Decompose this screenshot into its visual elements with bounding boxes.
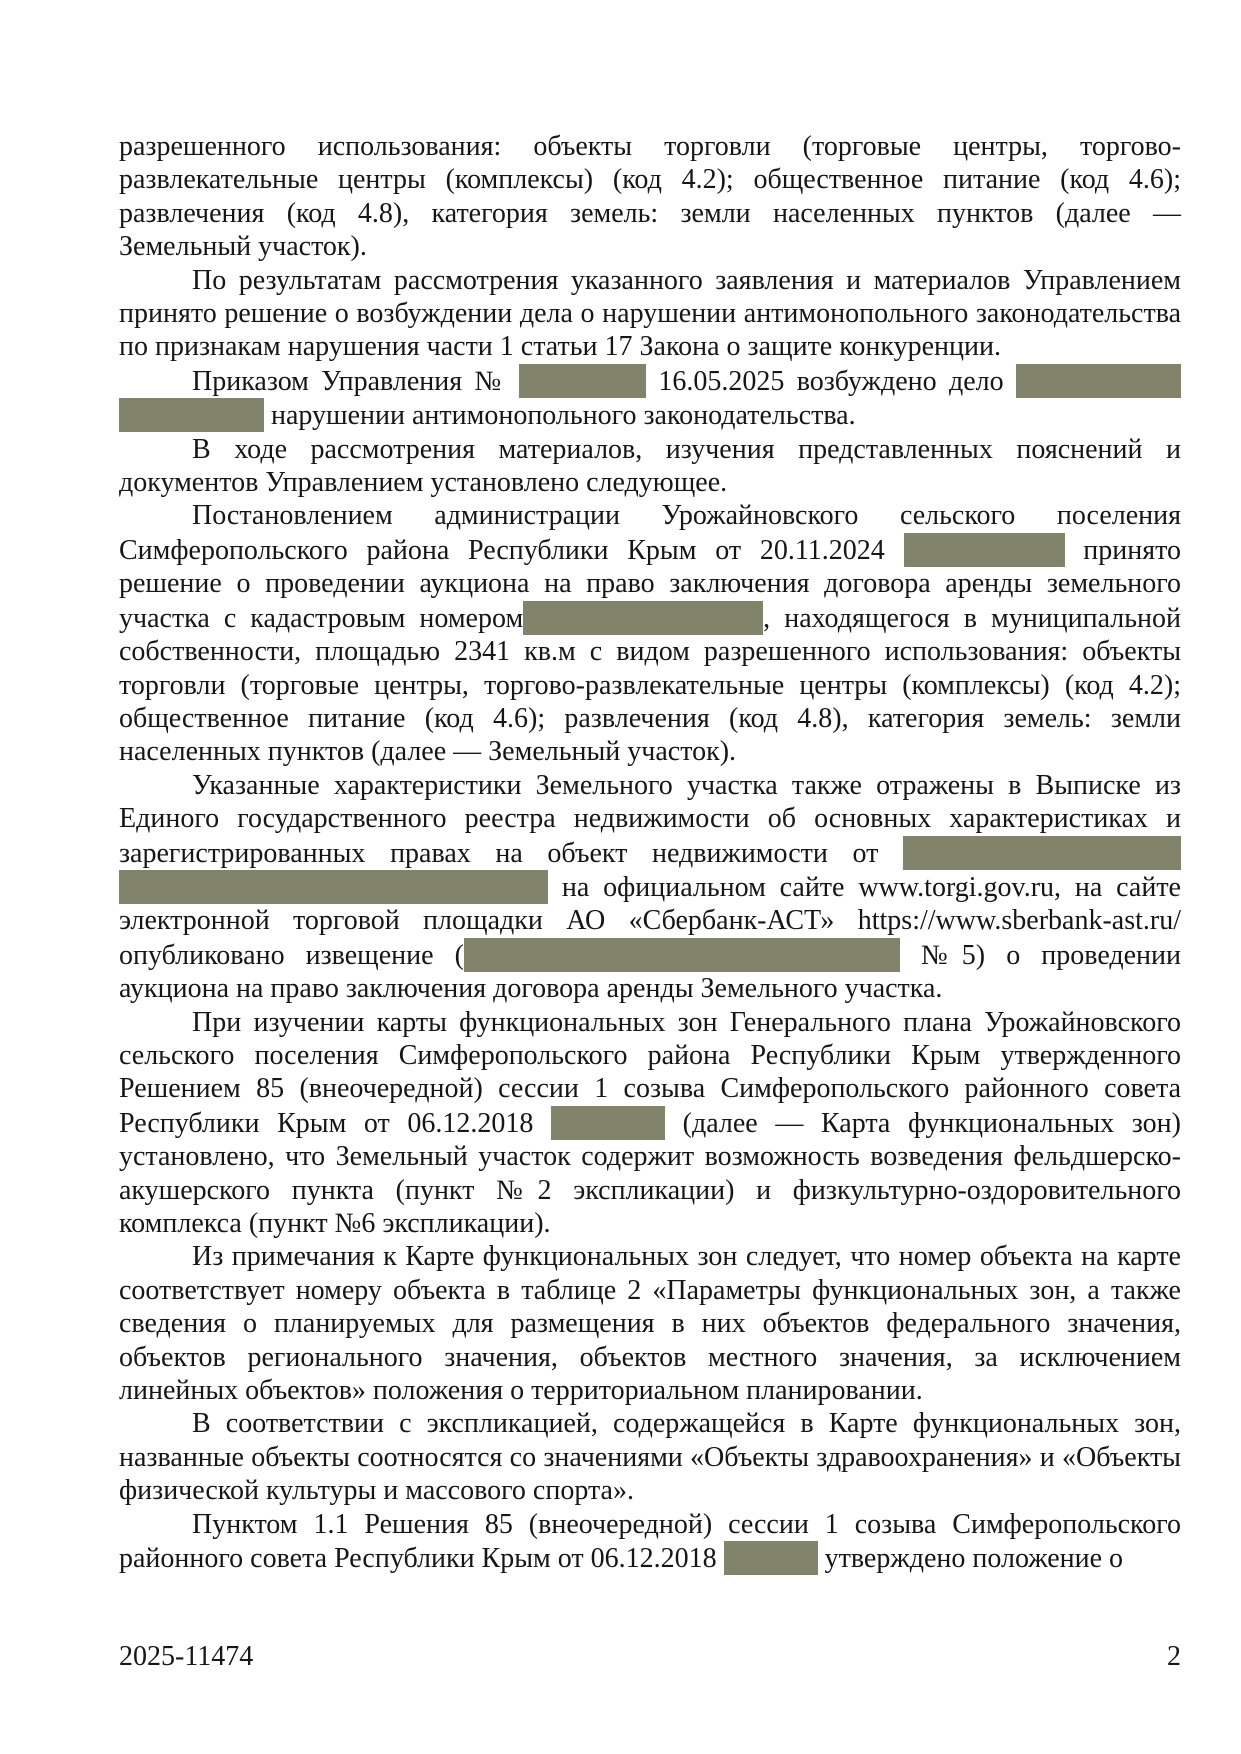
paragraph: Приказом Управления № 16.05.2025 возбуждено дело нарушении антимонопольного законодательства. [119, 364, 1181, 433]
paragraph: Пунктом 1.1 Решения 85 (внеочередной) сессии 1 созыва Симферопольского районного совета Республики Крым от 06.12.2018 утверждено положение о [119, 1508, 1181, 1575]
redaction-bar [523, 601, 763, 635]
paragraph: разрешенного использования: объекты торговли (торговые центры, торгово-развлекательные центры (комплексы) (код 4.2); общественное питание (код 4.6); развлечения (код 4.8), категория земель: земли населенных пунктов (далее — Земельный участок). [119, 131, 1181, 263]
paragraph: Из примечания к Карте функциональных зон следует, что номер объекта на карте соответствует номеру объекта в таблице 2 «Параметры функциональных зон, а также сведения о планируемых для размещения в них объектов федерального значения, объектов регионального значения, объектов местного значения, за исключением линейных объектов» положения о территориальном планировании. [119, 1241, 1181, 1407]
redaction-bar [551, 1106, 665, 1140]
redaction-bar [119, 398, 264, 432]
paragraph: По результатам рассмотрения указанного заявления и материалов Управлением принято решение о возбуждении дела о нарушении антимонопольного законодательства по признакам нарушения части 1 статьи 17 Закона о защите конкуренции. [119, 264, 1181, 363]
redaction-bar [464, 938, 900, 972]
redaction-bar [1016, 364, 1181, 398]
paragraph: Постановлением администрации Урожайновского сельского поселения Симферопольского района Республики Крым от 20.11.2024 принято решение о проведении аукциона на право заключения договора аренды земельного участка с кадастровым номером , находящегося в муниципальной собственности, площадью 2341 кв.м с видом разрешенного использования: объекты торговли (торговые центры, торгово-развлекательные центры (комплексы) (код 4.2); общественное питание (код 4.6); развлечения (код 4.8), категория земель: земли населенных пунктов (далее — Земельный участок). [119, 500, 1181, 768]
redaction-bar [519, 364, 646, 398]
redaction-bar [904, 533, 1065, 567]
footer-document-number: 2025-11474 [119, 1641, 254, 1672]
paragraph: В соответствии с экспликацией, содержащейся в Карте функциональных зон, названные объекты соотносятся со значениями «Объекты здравоохранения» и «Объекты физической культуры и массового спорта». [119, 1408, 1181, 1507]
redaction-bar [724, 1541, 818, 1575]
redaction-bar [903, 836, 1181, 870]
paragraph: При изучении карты функциональных зон Генерального плана Урожайновского сельского поселения Симферопольского района Республики Крым утвержденного Решением 85 (внеочередной) сессии 1 созыва Симферопольского районного совета Республики Крым от 06.12.2018 (далее — Карта функциональных зон) установлено, что Земельный участок содержит возможность возведения фельдшерско-акушерского пункта (пункт №2 экспликации) и физкультурно-оздоровительного комплекса (пункт №6 экспликации). [119, 1006, 1181, 1239]
paragraph: В ходе рассмотрения материалов, изучения представленных пояснений и документов Управлением установлено следующее. [119, 433, 1181, 499]
document-body [119, 130, 1181, 1575]
paragraph: Указанные характеристики Земельного участка также отражены в Выписке из Единого государственного реестра недвижимости об основных характеристиках и зарегистрированных правах на объект недвижимости от на официальном сайте www.torgi.gov.ru, на сайте электронной торговой площадки АО «Сбербанк-АСТ» https://www.sberbank-ast.ru/ опубликовано извещение ( №5) о проведении аукциона на право заключения договора аренды Земельного участка. [119, 769, 1181, 1005]
footer-page-number: 2 [1167, 1641, 1181, 1672]
redaction-bar [119, 870, 548, 904]
